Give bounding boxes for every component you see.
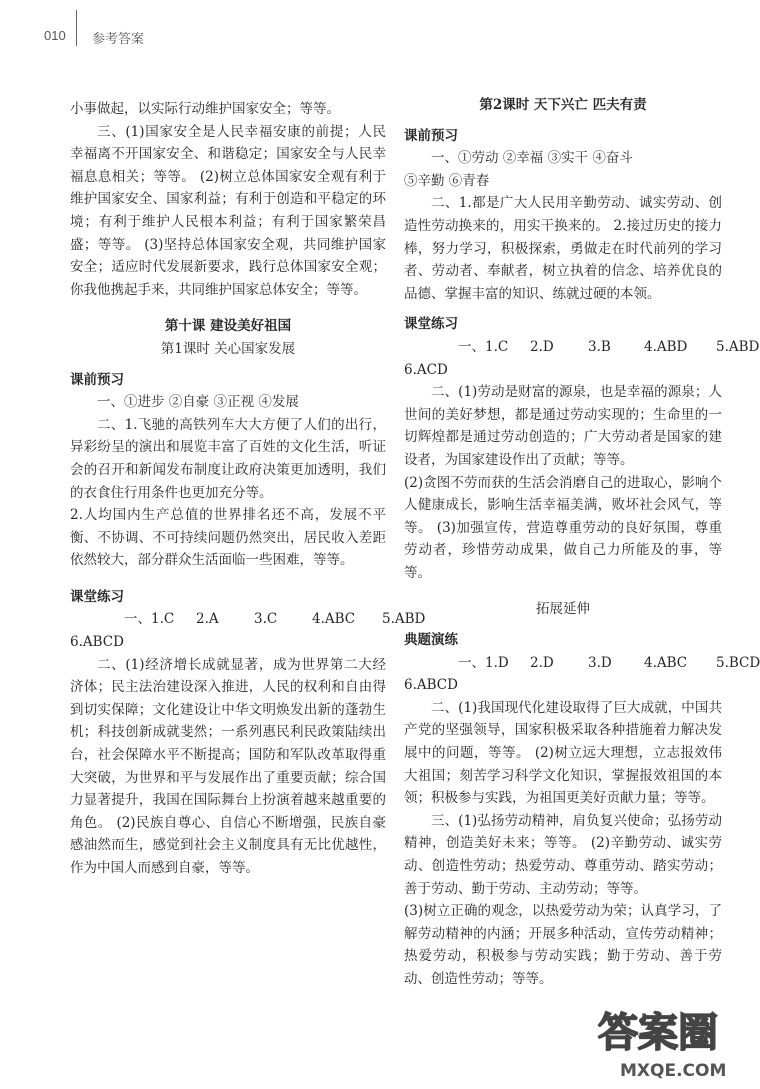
watermark-text: 答案圈: [598, 1010, 718, 1056]
practice-2-left: 二、(1)经济增长成就显著，成为世界第二大经济体；民主法治建设深入推进，人民的权利和自由得到切实保障；文化建设让中华文明焕发出新的蓬勃生机；科技创新成就斐然；一系列惠民利民政策陆续出台，社会保障水平不断提高；国防和军队改革取得重大突破，为世界和平与发展作出了重要贡献；综合国力显著提升，我国在国际舞台上扮演着越来越重要的角色。 (2)民族自尊心、自信心不断增强，民族自豪感油然而生，感觉到社会主义制度具有无比优越性，作为中国人而感到自豪，等等。: [70, 656, 386, 876]
answer-item: 5.ABD: [382, 611, 426, 628]
answer-item: 2.D: [530, 338, 554, 355]
page-number: 010: [44, 28, 66, 43]
practice-1b-left: 6.ABCD: [70, 634, 124, 651]
preview-heading-right: 课前预习: [404, 127, 458, 144]
left-paragraph-1: 小事做起，以实际行动维护国家安全；等等。: [70, 101, 340, 117]
class-title-2: 第2课时 天下兴亡 匹夫有责: [479, 97, 647, 113]
watermark-url: MXQE.COM: [620, 1061, 727, 1081]
extension-heading: 拓展延伸: [536, 601, 590, 618]
answer-item: 3.D: [588, 654, 612, 671]
class-title-1: 第1课时 关心国家发展: [160, 340, 296, 357]
lesson-title: 第十课 建设美好祖国: [164, 318, 292, 335]
answer-item: 一、1.D: [458, 654, 509, 671]
preview-1-right: 一、①劳动 ②幸福 ③实干 ④奋斗: [431, 150, 633, 167]
typical-1b: 6.ABCD: [404, 677, 458, 694]
answer-item: 4.ABC: [312, 611, 356, 628]
practice-1-right: [404, 336, 760, 359]
preview-2-right: 二、1.都是广大人民用辛勤劳动、诚实劳动、创造性劳动换来的，用实干换来的。 2.接过历史的接力棒，努力学习，积极探索，勇做走在时代前列的学习者、劳动者、奉献者，树立执着的信念、培养优良的品德、掌握丰富的知识、练就过硬的本领。: [404, 195, 722, 302]
section-title: 参考答案: [92, 32, 145, 47]
practice-heading-left: 课堂练习: [70, 588, 124, 605]
typical-3b: (3)树立正确的观念，以热爱劳动为荣；认真学习，了解劳动精神的内涵；开展多种活动，宣传劳动精神；热爱劳动，积极参与劳动实践；勤于劳动、善于劳动、创造性劳动；等等。: [404, 903, 722, 987]
watermark-logo: [590, 1000, 740, 1082]
answer-item: 3.B: [588, 338, 611, 355]
answer-item: 5.BCD: [716, 654, 760, 671]
preview-2-1-left: 二、1.飞驰的高铁列车大大方便了人们的出行，异彩纷呈的演出和展览丰富了百姓的文化生活，听证会的召开和新闻发布制度让政府决策更加透明，我们的衣食住行用条件也更加充分等。: [70, 416, 386, 501]
answer-item: 3.C: [254, 611, 278, 628]
answer-item: 一、1.C: [458, 338, 509, 355]
typical-2: 二、(1)我国现代化建设取得了巨大成就，中国共产党的坚强领导，国家积极采取各种措施着力解决发展中的问题，等等。 (2)树立远大理想，立志报效伟大祖国；刻苦学习科学文化知识，掌握报效祖国的本领；积极参与实践，为祖国更美好贡献力量；等等。: [404, 699, 722, 807]
answer-item: 一、1.C: [124, 611, 175, 628]
answer-item: 4.ABC: [644, 654, 688, 671]
header-divider: [76, 10, 77, 46]
answer-item: 4.ABD: [644, 338, 688, 355]
answer-item: 2.D: [530, 654, 554, 671]
preview-1b-right: ⑤辛勤 ⑥青春: [404, 172, 490, 189]
practice-2b-right: (2)贪图不劳而获的生活会消磨自己的进取心，影响个人健康成长，影响生活幸福美满，败坏社会风气，等等。 (3)加强宣传，营造尊重劳动的良好氛围，尊重劳动者，珍惜劳动成果，做自己力所能及的事，等等。: [404, 474, 722, 581]
left-answer-3: 三、(1)国家安全是人民幸福安康的前提；人民幸福离不开国家安全、和谐稳定；国家安全与人民幸福息息相关；等等。 (2)树立总体国家安全观有利于维护国家安全、国家利益；有利于创造和平稳定的环境；有利于维护人民根本利益；有利于国家繁荣昌盛；等等。 (3)坚持总体国家安全观，共同维护国家安全；适应时代发展新要求，践行总体国家安全观；你我他携起手来，共同维护国家总体安全；等等。: [70, 123, 386, 298]
typical-heading: 典题演练: [404, 632, 458, 649]
preview-2-2-left: 2.人均国内生产总值的世界排名还不高，发展不平衡、不协调、不可持续问题仍然突出，居民收入差距依然较大，部分群众生活面临一些困难，等等。: [70, 507, 386, 569]
answer-item: 5.ABD: [716, 338, 760, 355]
typical-3a: 三、(1)弘扬劳动精神，肩负复兴使命；弘扬劳动精神，创造美好未来；等等。 (2)辛勤劳动、诚实劳动、创造性劳动；热爱劳动、尊重劳动、踏实劳动；善于劳动、勤于劳动、主动劳动；等等。: [404, 812, 722, 897]
preview-heading-left: 课前预习: [70, 371, 124, 388]
practice-heading-right: 课堂练习: [404, 316, 458, 333]
practice-1-left: [70, 608, 426, 631]
typical-1: [404, 652, 760, 675]
practice-2a-right: 二、(1)劳动是财富的源泉，也是幸福的源泉；人世间的美好梦想，都是通过劳动实现的；生命里的一切辉煌都是通过劳动创造的；广大劳动者是国家的建设者，为国家建设作出了贡献；等等。: [404, 384, 722, 468]
practice-1b-right: 6.ACD: [404, 361, 448, 378]
preview-1-left: 一、①进步 ②自豪 ③正视 ④发展: [97, 394, 299, 411]
right-column: [404, 94, 760, 991]
answer-item: 2.A: [196, 611, 219, 628]
